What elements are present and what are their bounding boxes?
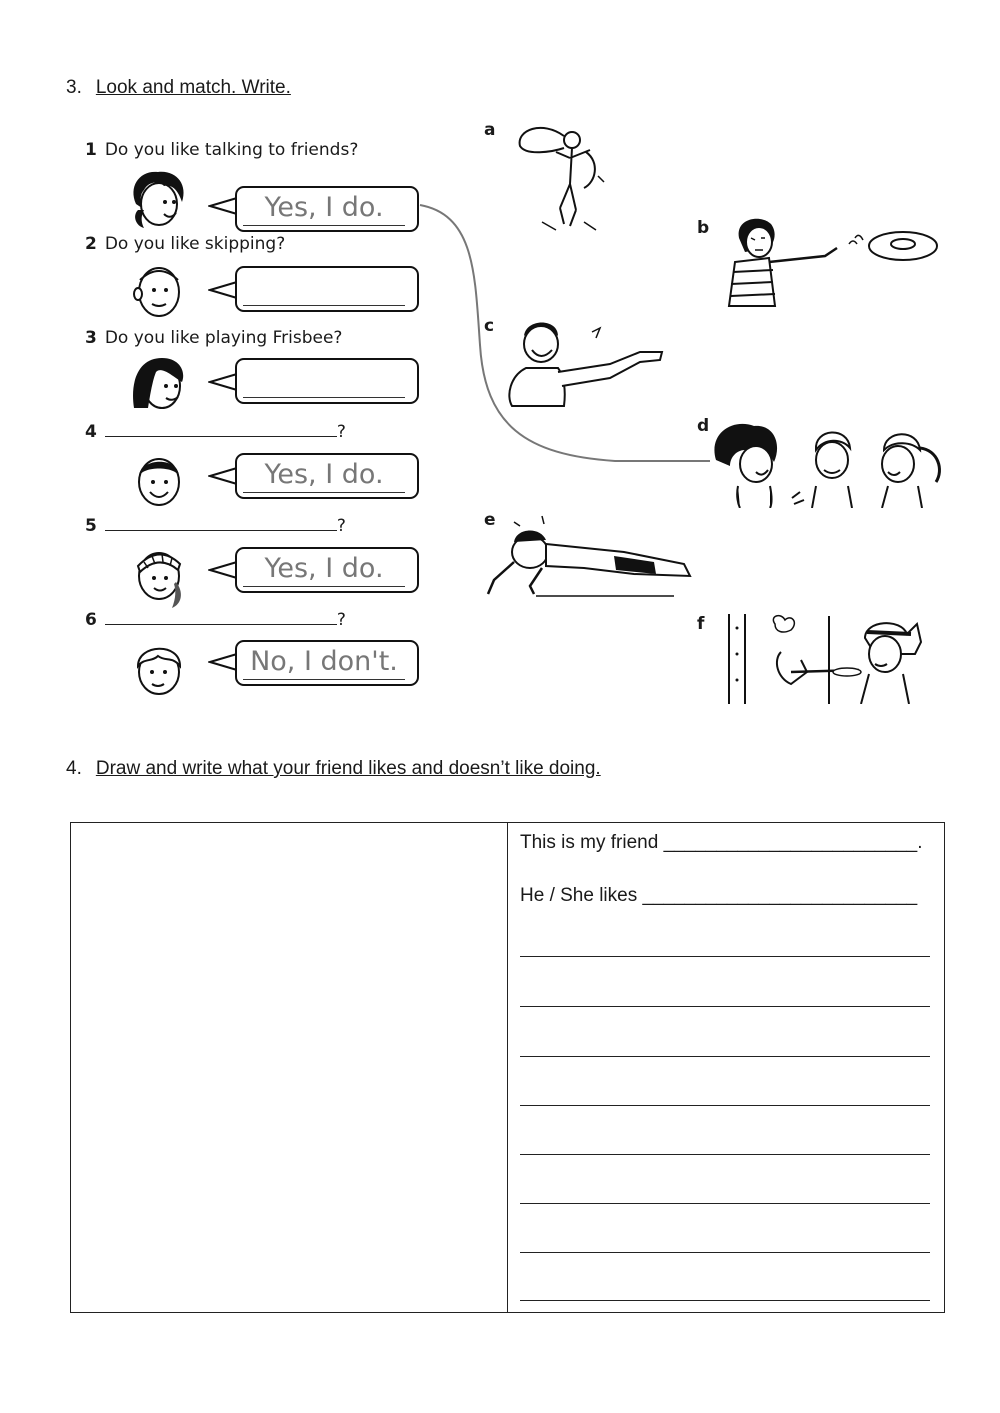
question-number: 5 bbox=[85, 516, 97, 536]
answer-field-5[interactable]: Yes, I do. bbox=[243, 552, 405, 587]
writing-line[interactable] bbox=[520, 1252, 930, 1253]
question-number: 3 bbox=[85, 328, 97, 348]
answer-bubble-6[interactable] bbox=[235, 640, 419, 686]
question-6 bbox=[85, 610, 346, 630]
writing-line[interactable] bbox=[520, 1300, 930, 1301]
writing-line[interactable] bbox=[520, 1154, 930, 1155]
picture-d-label: d bbox=[697, 416, 710, 436]
question-number: 4 bbox=[85, 422, 97, 442]
question-mark: ? bbox=[336, 516, 346, 536]
boy-face-icon bbox=[128, 258, 190, 322]
push-ups-boy-icon bbox=[484, 512, 700, 602]
exercise-3-title: Look and match. Write. bbox=[95, 77, 291, 98]
question-text: Do you like skipping? bbox=[104, 234, 286, 254]
question-1 bbox=[85, 140, 358, 160]
friends-talking-icon bbox=[712, 420, 948, 508]
likes-line[interactable]: He / She likes __________________________ bbox=[520, 885, 918, 906]
speech-tail-icon bbox=[208, 280, 238, 302]
question-write-line[interactable] bbox=[105, 610, 337, 625]
question-number: 6 bbox=[85, 610, 97, 630]
question-2 bbox=[85, 234, 285, 254]
answer-bubble-1[interactable] bbox=[235, 186, 419, 232]
speech-tail-icon bbox=[208, 560, 238, 582]
answer-field-6[interactable]: No, I don't. bbox=[243, 645, 405, 680]
exercise-3-heading bbox=[66, 77, 291, 99]
speech-tail-icon bbox=[208, 196, 238, 218]
curly-hair-girl-face-icon bbox=[128, 168, 190, 232]
answer-field-3[interactable] bbox=[243, 363, 405, 398]
answer-field-4[interactable]: Yes, I do. bbox=[243, 458, 405, 493]
question-number: 2 bbox=[85, 234, 97, 254]
picture-c-label: c bbox=[484, 316, 495, 336]
writing-line[interactable] bbox=[520, 956, 930, 957]
picture-a-label: a bbox=[484, 120, 496, 140]
exercise-3-number: 3. bbox=[66, 77, 82, 98]
writing-line[interactable] bbox=[520, 1006, 930, 1007]
friend-name-line[interactable]: This is my friend ________________________. bbox=[520, 832, 923, 853]
picture-f-label: f bbox=[697, 614, 705, 634]
question-write-line[interactable] bbox=[105, 516, 337, 531]
headband-girl-face-icon bbox=[128, 542, 190, 610]
answer-field-2[interactable] bbox=[243, 271, 405, 306]
frisbee-girl-icon bbox=[725, 212, 943, 308]
answer-bubble-2[interactable] bbox=[235, 266, 419, 312]
answer-bubble-3[interactable] bbox=[235, 358, 419, 404]
answer-field-1[interactable]: Yes, I do. bbox=[243, 191, 405, 226]
fringe-boy-face-icon bbox=[128, 636, 190, 700]
speech-tail-icon bbox=[208, 372, 238, 394]
exercise-4-number: 4. bbox=[66, 758, 82, 779]
answer-bubble-4[interactable] bbox=[235, 453, 419, 499]
speech-tail-icon bbox=[208, 466, 238, 488]
question-write-line[interactable] bbox=[105, 422, 337, 437]
question-4 bbox=[85, 422, 346, 442]
dark-hair-girl-face-icon bbox=[128, 352, 190, 416]
painting-girl-icon bbox=[725, 612, 925, 704]
picture-b-label: b bbox=[697, 218, 710, 238]
exercise-4-heading bbox=[66, 758, 601, 780]
question-3 bbox=[85, 328, 342, 348]
speech-tail-icon bbox=[208, 652, 238, 674]
question-5 bbox=[85, 516, 346, 536]
drawing-area[interactable] bbox=[71, 823, 508, 1313]
throwing-boy-icon bbox=[500, 316, 670, 408]
skipping-rope-girl-icon bbox=[512, 122, 612, 234]
question-number: 1 bbox=[85, 140, 97, 160]
writing-line[interactable] bbox=[520, 1105, 930, 1106]
question-mark: ? bbox=[336, 610, 346, 630]
picture-e-label: e bbox=[484, 510, 496, 530]
writing-line[interactable] bbox=[520, 1056, 930, 1057]
question-text: Do you like talking to friends? bbox=[104, 140, 359, 160]
short-hair-boy-face-icon bbox=[128, 448, 190, 512]
question-mark: ? bbox=[336, 422, 346, 442]
exercise-4-title: Draw and write what your friend likes and doesn’t like doing. bbox=[95, 758, 601, 779]
writing-line[interactable] bbox=[520, 1203, 930, 1204]
question-text: Do you like playing Frisbee? bbox=[104, 328, 343, 348]
answer-bubble-5[interactable] bbox=[235, 547, 419, 593]
